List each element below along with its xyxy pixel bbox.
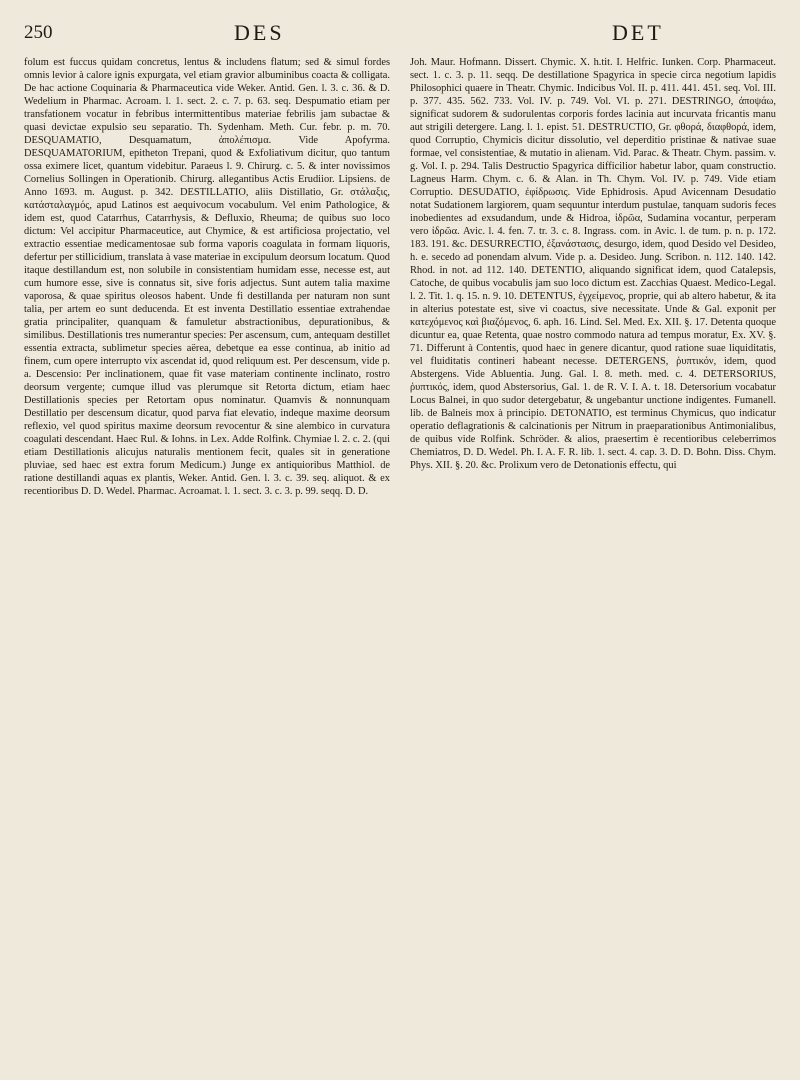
running-head-right: DET <box>612 20 664 45</box>
left-column <box>24 56 390 498</box>
running-head-left: DES <box>234 20 285 45</box>
page-header <box>24 20 776 48</box>
left-column-text: folum est fuccus quidam concretus, lentus & includens flatum; sed & simul fordes omnis levior à calore ignis expurgata, vel etiam gravior albuminibus coacta & colligata. De hac actione Coquinaria & Pharmaceutica vide Weker. Antid. Gen. l. 3. c. 36. & D. Wedelium in Pharmac. Acroam. l. 1. sect. 2. c. 7. p. 63. seq. Despumatio etiam per transfationem vocatur in febribus intermittentibus materiae febrilis jam subactae & quasi devictae expulsio seu separatio. Th. Sydenham. Meth. Cur. febr. p. m. 70. DESQUAMATIO, Desquamatum, ἀπολέπισμα. Vide Apofyrma. DESQUAMATORIUM, epitheton Trepani, quod & Exfoliativum dicitur, quo tantum ossa eximere licet, quantum videbitur. Paraeus l. 9. Chirurg. c. 5. & inter novissimos Cornelius Sollingen in Operationib. Chirurg. allegantibus Actis Erudiior. Lipsiens. de Anno 1693. m. August. p. 342. DESTILLATIO, aliis Distillatio, Gr. στάλαξις, κατάσταλαγμός, apud Latinos est aequivocum vocabulum. Vel enim Pathologice, & idem est, quod Catarrhus, Catarrhysis, & Defluxio, Rheuma; de quibus suo loco dictum: Vel accipitur Pharmaceutice, aut Chymice, & est artificiosa projectatio, vel extractio essentiae medicamentosae sub forma vaporis coagulata in formam liquoris, defertur per stillicidium, translata à vase materiae in excipulum deorsum locatum. Quod itaque destillandum est, non solubile in consistentiam humidam esse, necesse est, aut cum humore esse, sive is connatus sit, sive foris adjectus. Sunt autem talia maxime vaporosa, & quae spiritus oleosos habent. Unde fi destillanda per naturam non sunt talia, per artem eo sunt deducenda. Et est inventa Destillatio essentiae extrahendae gratia principaliter, quanquam & famuletur abstractionibus, depurationibus, & similibus. Destillationis tres numerantur species: Per ascensum, cum, antequam destillet essentia extracta, sublimetur species aërea, debetque ea esse continua, ab initio ad finem, cum opere interrupto vix ascendat id, quod reliquum est. Per descensum, vide p. a. Descensio: Per inclinationem, quae fit vase materiam continente inclinato, rostro deorsum vergente; cumque illud vas plerumque sit Retorta dictum, etiam haec Destillationis species per Retortam opus nominatur. Quamvis & nonnunquam Destillatio per descensum dicatur, quod parva fiat elevatio, indeque maxime deorsum reflexio, vel quod spiritus maxime deorsum revocentur & sine alembico in curvatura coagulati descendant. Haec Rul. & Iohns. in Lex. Adde Rolfink. Chymiae l. 2. c. 2. (qui etiam Destillationis alicujus naturalis mentionem fecit, quales sit in generatione pluviae, sed haec est extra forum Medicum.) Junge ex antiquioribus Matthiol. de ratione destillandi aquas ex plantis, Weker. Antid. Gen. l. 3. c. 39. seq. aliquot. & ex recentioribus D. D. Wedel. Pharmac. Acroamat. l. 1. sect. 3. c. 3. p. 99. seqq. D. D. <box>24 57 390 497</box>
page-number: 250 <box>24 22 53 43</box>
right-column <box>410 56 776 472</box>
right-column-text: Joh. Maur. Hofmann. Dissert. Chymic. X. h.tit. I. Helfric. Iunken. Corp. Pharmaceut. sect. 1. c. 3. p. 11. seqq. De destillatione Spagyrica in specie circa negotium lapidis Philosophici quaere in Theatr. Chymic. Indicibus Vol. II. p. 411. 441. 451. seq. Vol. III. p. 377. 435. 562. 733. Vol. IV. p. 749. Vol. VI. p. 271. DESTRINGO, ἀποψάω, significat sudorem & sudorulentas corporis fordes lacinia aut incurvata fricantis manu aut strigili detergere. Lang. l. 1. epist. 51. DESTRUCTIO, Gr. φθορά, διαφθορά, idem, quod Corruptio, Chymicis dicitur dissolutio, vel deperditio pristinae & nativae suae formae, vel consistentiae, & mutatio in alienam. Vid. Parac. & Theatr. Chym. passim. v. g. Vol. I. p. 294. Talis Destructio Spagyrica difficilior habetur labor, quam constructio. Lagneus Harm. Chym. c. 6. & Alan. in Th. Chym. Vol. IV. p. 749. Vide etiam Corruptio. DESUDATIO, ἐφίδρωσις. Vide Ephidrosis. Apud Avicennam Desudatio notat Sudationem largiorem, quam sequuntur interdum pustulae, tanquam sudoris feces inobedientes ad exsudandum, unde & Hidroa, ἱδρῶα, Sudamina vocantur, perperam vero ἰδρῶα. Avic. l. 4. fen. 7. tr. 3. c. 8. Ingrass. com. in Avic. l. de tum. p. n. p. 172. 183. 191. &c. DESURRECTIO, ἐξανάστασις, desurgo, idem, quod Desido vel Desideo, h. e. secedo ad ponendam alvum. Vide p. a. Desideo. Jung. Scribon. n. 112. 140. 142. Rhod. in not. ad 112. 140. DETENTIO, aliquando significat idem, quod Catalepsis, Catoche, de quibus vocabulis jam suo loco dictum est. Zacchias Quaest. Medico-Legal. l. 2. Tit. 1. q. 15. n. 9. 10. DETENTUS, ἐγχείμενος, proprie, qui ab altero habetur, & ita in alterius potestate est, sive vi coactus, sive necessitate. Unde & Gal. exponit per κατεχόμενος καὶ βιαζόμενος, 6. aph. 16. Lind. Sel. Med. Ex. XII. §. 17. Detenta quoque dicuntur ea, quae Retenta, quae nostro commodo natura ad tempus moratur, Ex. XV. §. 71. Differunt à Contentis, quod haec in genere dicantur, quod ratione suae liquiditatis, vel fluiditatis contineri habeant necesse. DETERGENS, ῥυπτικόν, idem, quod Abstergens. Vide Abluentia. Jung. Gal. l. 8. meth. med. c. 4. DETERSORIUS, ῥυπτικός, idem, quod Abstersorius, Gal. 1. de R. V. I. A. t. 18. Detersorium vocabatur Locus Balnei, in quo sudor detergebatur, & ungebantur unctione indigentes. Fumanell. lib. de Balneis mox à principio. DETONATIO, est terminus Chymicus, quo indicatur operatio deflagrationis & calcinationis per Nitrum in praeparationibus Antimonialibus, de quibus vide Rolfink. Schröder. & alios, praesertim è recentioribus celeberrimos Chemiatros, D. D. Wedel. Ph. I. A. F. R. lib. 1. sect. 4. cap. 3. D. D. Bohn. Diss. Chym. Phys. XII. §. 20. &c. Prolixum vero de Detonationis effectu, qui <box>410 57 776 471</box>
